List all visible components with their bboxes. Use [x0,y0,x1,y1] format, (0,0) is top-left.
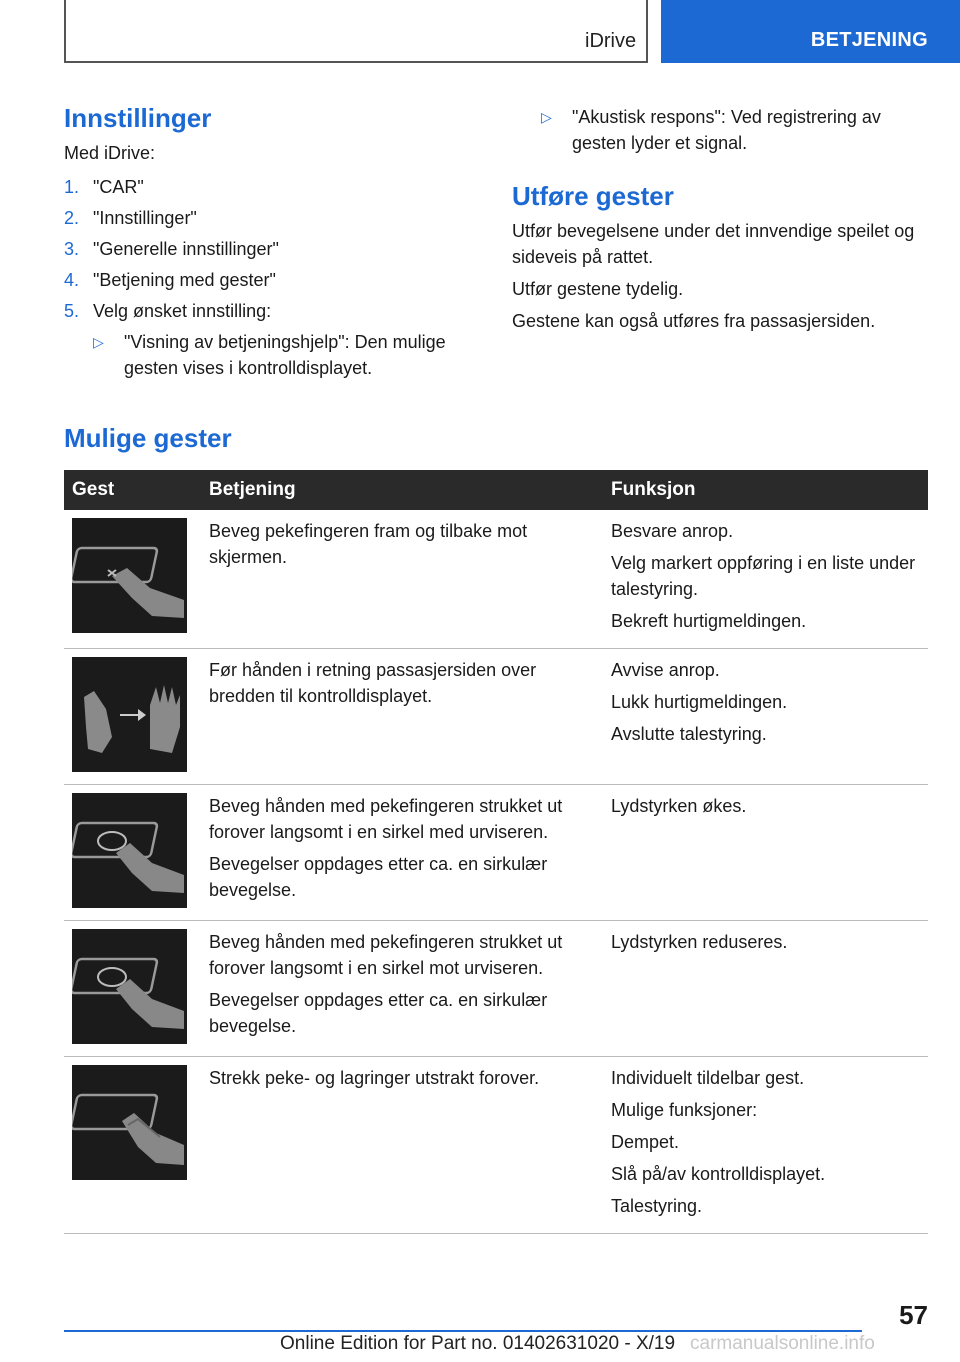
utfore-paragraph: Gestene kan også utføres fra passasjersiden. [512,311,876,331]
triangle-bullet-icon: ▷ [93,334,104,350]
step-number: 3. [64,239,80,259]
betjening-text: Strekk peke- og lagringer utstrakt forover. [209,1068,540,1088]
circle-counterclockwise-gesture-icon [72,929,187,1044]
betjening-cell [201,785,603,921]
table-header-row [64,470,928,510]
step-text: Velg ønsket innstilling: [93,301,272,321]
column-header: Betjening [201,470,603,510]
betjening-text: Bevegelser oppdages etter ca. en sirkulær bevegelse. [209,990,548,1036]
funksjon-text: Talestyring. [611,1196,703,1216]
step-number: 2. [64,208,80,228]
funksjon-text: Avslutte talestyring. [611,724,767,744]
betjening-cell [201,1057,603,1234]
funksjon-cell [603,649,928,785]
funksjon-text: Velg markert oppføring i en liste under talestyring. [611,553,916,599]
footer-rule [64,1330,862,1332]
step-text: "Betjening med gester" [93,270,276,290]
mulige-title: Mulige gester [64,423,232,453]
step-item [64,267,474,293]
innstillinger-intro: Med iDrive: [64,143,156,163]
funksjon-text: Lydstyrken økes. [611,796,747,816]
step-number: 1. [64,177,80,197]
table-row [64,1057,928,1234]
betjening-text: Beveg pekefingeren fram og tilbake mot skjermen. [209,521,528,567]
gesture-cell [64,510,201,649]
betjening-text: Før hånden i retning passasjersiden over bredden til kontrolldisplayet. [209,660,537,706]
utfore-paragraph: Utfør gestene tydelig. [512,279,684,299]
triangle-bullet-icon: ▷ [541,109,552,125]
watermark: carmanualsonline.info [690,1333,875,1354]
header-tab [661,0,960,63]
header-section: iDrive [585,30,637,52]
betjening-text: Beveg hånden med pekefingeren strukket ut forover langsomt i en sirkel mot urviseren. [209,932,563,978]
betjening-cell [201,649,603,785]
step-number: 5. [64,301,80,321]
utfore-title: Utføre gester [512,181,674,211]
gesture-cell [64,649,201,785]
step-item [64,236,474,262]
funksjon-text: Lukk hurtigmeldingen. [611,692,788,712]
funksjon-text: Besvare anrop. [611,521,734,541]
innstillinger-section [64,100,474,381]
funksjon-cell [603,1057,928,1234]
funksjon-text: Dempet. [611,1132,680,1152]
column-header: Gest [64,470,201,510]
betjening-text: Bevegelser oppdages etter ca. en sirkulær bevegelse. [209,854,548,900]
funksjon-text: Individuelt tildelbar gest. [611,1068,805,1088]
funksjon-text: Slå på/av kontrolldisplayet. [611,1164,826,1184]
gesture-table [64,470,928,1234]
funksjon-cell [603,785,928,921]
step-text: "Generelle innstillinger" [93,239,279,259]
funksjon-cell [603,510,928,649]
right-column [512,100,928,340]
step-item [64,205,474,231]
hand-swipe-gesture-icon [72,657,187,772]
bullet-text: "Visning av betjeningshjelp": Den mulige gesten vises i kontrolldisplayet. [124,332,446,378]
two-finger-point-gesture-icon [72,1065,187,1180]
step-number: 4. [64,270,80,290]
header-frame [64,0,648,63]
step-item [64,298,474,324]
funksjon-cell [603,921,928,1057]
bullet-text: "Akustisk respons": Ved registrering av gesten lyder et signal. [572,107,881,153]
edition-text: Online Edition for Part no. 01402631020 - X/19 [280,1333,676,1354]
betjening-text: Beveg hånden med pekefingeren strukket ut forover langsomt i en sirkel med urviseren. [209,796,563,842]
bullet-item [93,329,474,381]
table-row [64,921,928,1057]
innstillinger-title: Innstillinger [64,103,212,133]
funksjon-text: Lydstyrken reduseres. [611,932,788,952]
header-tab-label: BETJENING [810,29,928,51]
table-row [64,649,928,785]
page-number: 57 [899,1300,928,1330]
table-row [64,510,928,649]
funksjon-text: Bekreft hurtigmeldingen. [611,611,807,631]
finger-tap-gesture-icon [72,518,187,633]
betjening-cell [201,921,603,1057]
funksjon-text: Avvise anrop. [611,660,720,680]
funksjon-text: Mulige funksjoner: [611,1100,758,1120]
step-text: "CAR" [93,177,144,197]
circle-clockwise-gesture-icon [72,793,187,908]
gesture-cell [64,1057,201,1234]
column-header: Funksjon [603,470,928,510]
utfore-paragraph: Utfør bevegelsene under det innvendige speilet og sideveis på rattet. [512,221,915,267]
gesture-cell [64,921,201,1057]
gesture-cell [64,785,201,921]
bullet-item [541,104,928,156]
betjening-cell [201,510,603,649]
table-row [64,785,928,921]
step-item [64,174,474,200]
step-text: "Innstillinger" [93,208,197,228]
